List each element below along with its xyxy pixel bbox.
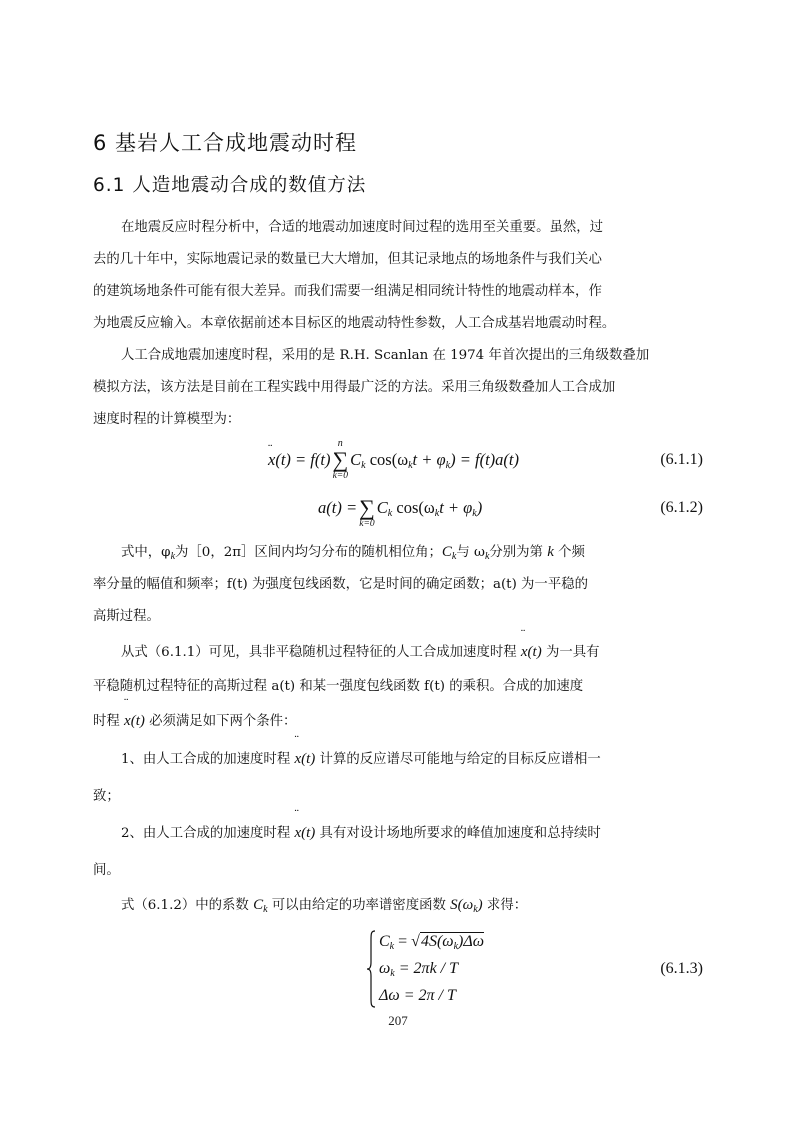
math-symbol: C [441,544,452,560]
math-symbol: S(ω [450,897,474,913]
subscript: k [451,551,457,562]
eq1-omega-sub: k [408,460,413,471]
math-symbol: C [253,897,264,913]
eq1-tail: ) = f(t)a(t) [450,450,519,469]
text-span: 2、由人工合成的加速度时程 [121,826,295,841]
subscript: k [473,904,478,915]
paragraph-explanation [93,635,703,739]
text-span: 计算的反应谱尽可能地与给定的目标反应谱相一 [315,752,601,767]
section-heading: 6.1 人造地震动合成的数值方法 [93,175,367,196]
text-line: 去的几十年中，实际地震记录的数量已大大增加，但其记录地点的场地条件与我们关心 [93,252,602,267]
equation-row [93,436,703,484]
sigma-glyph: ∑ [332,447,349,472]
subscript: k [263,904,268,915]
text-line: 平稳随机过程特征的高斯过程 a(t) 和某一强度包线函数 f(t) 的乘积。合成的加速度 [93,679,584,694]
math-symbol: ¨ x(t) [294,741,315,778]
sum-lower-limit: k=0 [359,519,375,529]
text-span: 从式（6.1.1）可见，具非平稳随机过程特征的人工合成加速度时程 [121,645,521,660]
eq1-phase: t + φ [412,450,446,469]
equation-row [93,928,703,1010]
eq1-lhs: ¨ x(t) = f(t) [268,450,330,470]
math-symbol: k [547,544,554,560]
subscript: k [389,941,395,952]
eq2-lhs: a(t) = [318,498,358,517]
eq1-coef-sub: k [361,460,366,471]
eq2-phi-sub: k [472,508,477,519]
equation-6-1-3 [366,928,484,1010]
sigma-glyph: ∑ [359,495,375,520]
paragraph-method [93,340,703,436]
text-line [93,635,703,670]
equation-6-1-3-line1 [379,930,484,954]
eq1-cos: cos(ω [365,450,409,469]
equation-row [93,484,703,532]
math-symbol: ¨ x(t) [124,704,145,738]
text-span: 时程 [93,714,125,729]
left-brace-icon [366,930,376,1008]
equation-number: (6.1.1) [660,451,703,468]
equation-6-1-2 [318,486,482,530]
text-line: 为地震反应输入。本章依据前述本目标区的地震动特性参数，人工合成基岩地震动时程。 [93,316,616,331]
equation-6-1-3-line3 [379,984,484,1008]
eq2-coef: C [376,498,388,517]
sum-upper-limit: n [337,438,343,449]
equation-6-1-3-line2 [379,957,484,981]
math-symbol: ) [477,897,483,913]
text-line: 高斯过程。 [93,609,160,624]
text-line: 间。 [93,863,120,878]
math-symbol: C [379,933,390,950]
sqrt-icon: √ [411,933,420,950]
text-span: 式（6.1.2）中的系数 [121,898,254,913]
page-number: 207 [388,1013,408,1028]
eq2-tail: ) [476,498,483,517]
paragraph-intro [93,212,703,340]
subscript: k [390,968,395,979]
text-line: 在地震反应时程分析中，合适的地震动加速度时间过程的选用至关重要。虽然，过 [121,220,604,235]
math-symbol: ¨ x(t) [521,635,542,669]
text-span: 可以由给定的功率谱密度函数 [267,898,451,913]
math-symbol: 4S(ω [420,933,454,950]
equation-6-1-1 [268,438,519,482]
text-span: 求得： [482,898,528,913]
condition-item [93,815,703,852]
math-symbol: = 2πk / T [394,960,459,977]
subscript: k [484,551,490,562]
text-span: 必须满足如下两个条件： [144,714,297,729]
square-root [420,932,484,950]
text-line [93,536,703,569]
equation-number: (6.1.3) [660,960,703,977]
summation-symbol [359,486,375,530]
math-symbol: ω [379,960,391,977]
text-line [93,889,703,922]
eq1-phi-sub: k [445,460,451,471]
condition-item [93,741,703,778]
eq1-coef: C [350,450,362,469]
eq2-omega-sub: k [434,508,440,519]
text-line: 模拟方法，该方法是目前在工程实践中用得最广泛的方法。采用三角级数叠加人工合成加 [93,380,616,395]
math-symbol: Δω = 2π / T [379,987,456,1004]
eq2-phase: t + φ [439,498,473,517]
text-line: 致； [93,789,120,804]
eq2-coef-sub: k [387,508,393,519]
text-span: 个频 [553,545,585,560]
text-span: 1、由人工合成的加速度时程 [121,752,295,767]
text-span: 为一具有 [541,645,600,660]
text-line: 的建筑场地条件可能有很大差异。而我们需要一组满足相同统计特性的地震动样本，作 [93,284,602,299]
subscript: k [453,941,459,952]
text-span: 为［0，2π］区间内均匀分布的随机相位角； [175,545,442,560]
sum-lower-limit: k=0 [332,471,348,481]
math-symbol: ¨ x(t) [294,815,315,852]
paragraph-symbols [93,536,703,633]
condition-list [93,741,703,889]
text-span: 与 ω [456,545,485,560]
text-line: 速度时程的计算模型为： [93,412,241,427]
math-symbol: = [394,933,412,950]
text-line: 率分量的幅值和频率；f(t) 为强度包线函数，它是时间的确定函数；a(t) 为一平稳的 [93,577,588,592]
system-lines [376,928,484,1010]
text-span: 具有对设计场地所要求的峰值加速度和总持续时 [315,826,601,841]
chapter-heading: 6 基岩人工合成地震动时程 [93,131,358,155]
eq2-cos: cos(ω [392,498,435,517]
math-symbol: )Δω [458,933,485,950]
text-line [93,704,703,739]
subscript: k [170,551,176,562]
text-line: 人工合成地震加速度时程，采用的是 R.H. Scanlan 在 1974 年首次提出的三角级数叠加 [121,348,650,363]
text-span: 分别为第 [489,545,548,560]
summation-symbol [332,438,348,482]
equation-number: (6.1.2) [660,499,703,516]
paragraph-coefficient [93,889,703,922]
text-span: 式中，φ [121,545,171,560]
